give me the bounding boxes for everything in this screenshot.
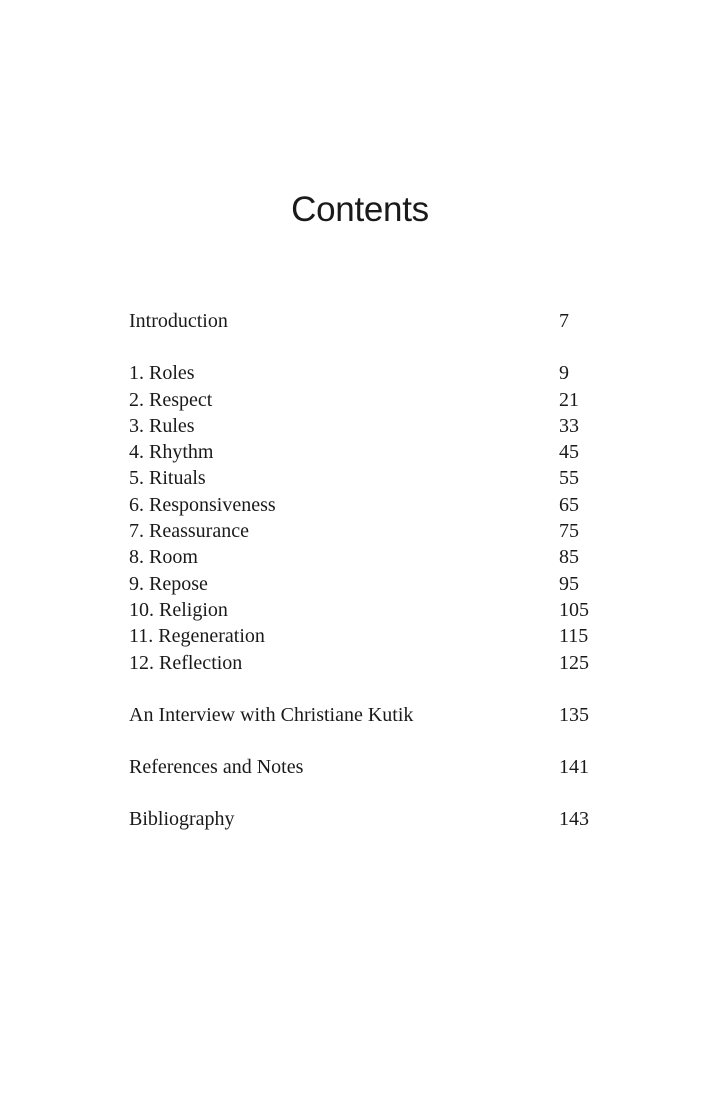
toc-entry-title: 3. Rules	[129, 414, 195, 437]
toc-entry	[129, 623, 599, 649]
toc-entry	[129, 518, 599, 544]
toc-group-chapters	[129, 360, 599, 676]
toc-entry-page: 75	[559, 520, 579, 543]
toc-entry	[129, 308, 599, 334]
toc-entry-page: 115	[559, 625, 589, 648]
toc-entry-title: 9. Repose	[129, 572, 208, 595]
toc-entry	[129, 387, 599, 413]
toc-entry-page: 141	[559, 756, 589, 779]
toc-entry-page: 143	[559, 808, 589, 831]
toc-entry-page: 105	[559, 598, 589, 621]
toc-entry	[129, 492, 599, 518]
toc-entry-title: 6. Responsiveness	[129, 493, 276, 516]
toc-entry-title: 1. Roles	[129, 362, 195, 385]
toc-group-interview	[129, 702, 599, 728]
toc-entry	[129, 702, 599, 728]
toc-entry-title: References and Notes	[129, 756, 304, 779]
toc-entry-title: Introduction	[129, 310, 228, 332]
toc-entry-page: 125	[559, 651, 589, 674]
toc-entry-page: 95	[559, 572, 579, 595]
toc-entry	[129, 544, 599, 570]
toc-entry	[129, 650, 599, 676]
toc-entry	[129, 571, 599, 597]
toc-entry-title: 12. Reflection	[129, 651, 243, 674]
toc-entry-title: 5. Rituals	[129, 467, 206, 490]
toc-group-front-matter	[129, 308, 599, 334]
toc-entry-title: 2. Respect	[129, 388, 213, 411]
toc-entry	[129, 413, 599, 439]
toc-entry-title: Bibliography	[129, 808, 235, 831]
toc-entry-title: An Interview with Christiane Kutik	[129, 703, 414, 726]
toc-entry	[129, 465, 599, 491]
toc-entry-page: 9	[559, 362, 569, 385]
table-of-contents	[129, 308, 599, 859]
toc-entry	[129, 806, 599, 832]
toc-group-references	[129, 754, 599, 780]
toc-entry	[129, 360, 599, 386]
toc-entry-page: 7	[559, 310, 569, 332]
toc-entry	[129, 597, 599, 623]
toc-group-bibliography	[129, 806, 599, 832]
toc-entry-page: 85	[559, 546, 579, 569]
toc-entry-title: 8. Room	[129, 546, 198, 569]
toc-entry-page: 65	[559, 493, 579, 516]
toc-entry-title: 10. Religion	[129, 598, 228, 621]
toc-entry-page: 45	[559, 441, 579, 464]
toc-entry-title: 4. Rhythm	[129, 441, 214, 464]
toc-entry-page: 135	[559, 703, 589, 726]
toc-entry-page: 55	[559, 467, 579, 490]
toc-entry-page: 33	[559, 414, 579, 437]
toc-entry-page: 21	[559, 388, 579, 411]
toc-entry-title: 7. Reassurance	[129, 520, 249, 543]
page-title: Contents	[291, 190, 429, 229]
toc-entry	[129, 754, 599, 780]
toc-entry	[129, 439, 599, 465]
toc-entry-title: 11. Regeneration	[129, 625, 265, 648]
